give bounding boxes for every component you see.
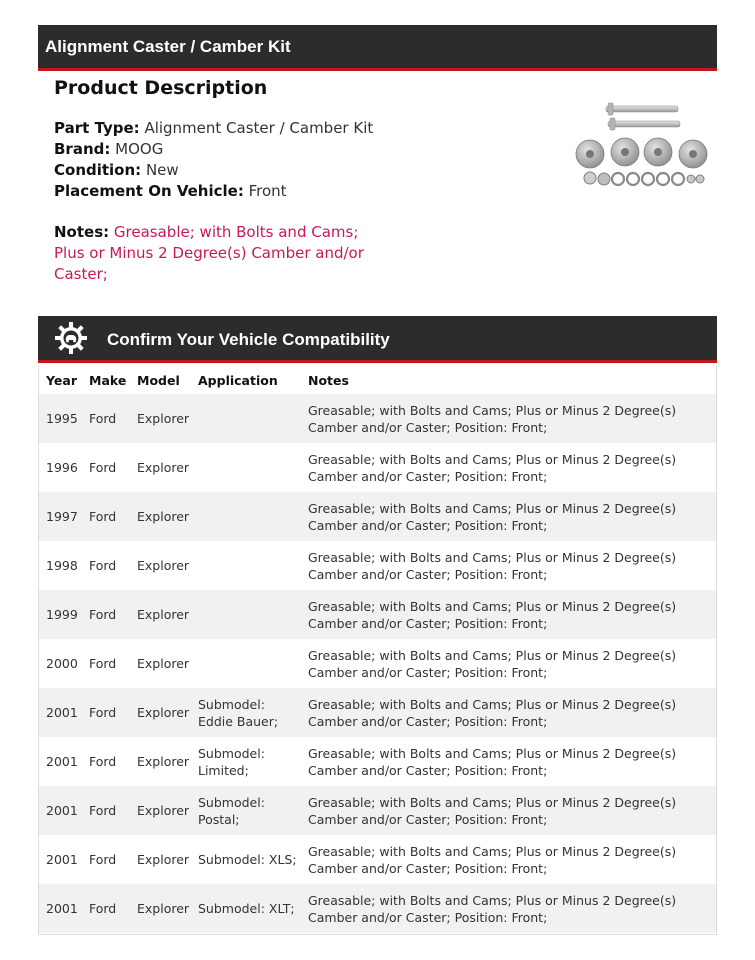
column-header-model: Model xyxy=(137,372,180,388)
cell-application: Submodel: XLT; xyxy=(191,884,301,933)
cell-model: Explorer xyxy=(130,394,191,443)
spec-label: Condition: xyxy=(54,161,142,179)
spec-row-placement xyxy=(54,181,374,202)
cell-make: Ford xyxy=(82,786,130,835)
column-header-year: Year xyxy=(46,372,77,388)
spec-row-condition xyxy=(54,160,374,181)
compatibility-table xyxy=(39,366,716,933)
table-row xyxy=(39,786,716,835)
cell-application: Submodel: Limited; xyxy=(191,737,301,786)
column-header-make: Make xyxy=(89,372,127,388)
spec-value: Front xyxy=(248,182,287,200)
notes-value: Greasable; with Bolts and Cams; Plus or Minus 2 Degree(s) Camber and/or Caster; xyxy=(54,223,364,283)
cell-notes: Greasable; with Bolts and Cams; Plus or Minus 2 Degree(s) Camber and/or Caster; Position: Front; xyxy=(301,492,716,541)
cell-notes: Greasable; with Bolts and Cams; Plus or Minus 2 Degree(s) Camber and/or Caster; Position: Front; xyxy=(301,688,716,737)
cell-make: Ford xyxy=(82,590,130,639)
cell-model: Explorer xyxy=(130,835,191,884)
table-row xyxy=(39,884,716,933)
cell-model: Explorer xyxy=(130,541,191,590)
spec-value: New xyxy=(145,161,179,179)
notes-label: Notes: xyxy=(54,223,110,241)
cell-notes: Greasable; with Bolts and Cams; Plus or Minus 2 Degree(s) Camber and/or Caster; Position: Front; xyxy=(301,443,716,492)
table-row xyxy=(39,737,716,786)
cell-year: 1996 xyxy=(39,443,82,492)
table-row xyxy=(39,541,716,590)
cell-notes: Greasable; with Bolts and Cams; Plus or Minus 2 Degree(s) Camber and/or Caster; Position: Front; xyxy=(301,639,716,688)
cell-application xyxy=(191,541,301,590)
cell-make: Ford xyxy=(82,443,130,492)
cell-year: 2001 xyxy=(39,835,82,884)
cell-notes: Greasable; with Bolts and Cams; Plus or Minus 2 Degree(s) Camber and/or Caster; Position: Front; xyxy=(301,786,716,835)
cell-make: Ford xyxy=(82,835,130,884)
spec-row-brand xyxy=(54,139,374,160)
cell-model: Explorer xyxy=(130,884,191,933)
spec-label: Part Type: xyxy=(54,119,140,137)
cell-year: 1995 xyxy=(39,394,82,443)
product-spec-list xyxy=(54,118,374,202)
cell-notes: Greasable; with Bolts and Cams; Plus or Minus 2 Degree(s) Camber and/or Caster; Position: Front; xyxy=(301,835,716,884)
table-row xyxy=(39,492,716,541)
cell-make: Ford xyxy=(82,737,130,786)
cell-application: Submodel: Eddie Bauer; xyxy=(191,688,301,737)
cell-application xyxy=(191,639,301,688)
cell-application xyxy=(191,394,301,443)
cell-model: Explorer xyxy=(130,688,191,737)
column-header-notes: Notes xyxy=(308,372,349,388)
cell-year: 1999 xyxy=(39,590,82,639)
cell-application xyxy=(191,590,301,639)
product-description-heading: Product Description xyxy=(54,77,268,99)
cell-model: Explorer xyxy=(130,492,191,541)
spec-label: Placement On Vehicle: xyxy=(54,182,244,200)
page-title-bar xyxy=(38,25,717,71)
cell-year: 2001 xyxy=(39,688,82,737)
table-row xyxy=(39,394,716,443)
cell-notes: Greasable; with Bolts and Cams; Plus or Minus 2 Degree(s) Camber and/or Caster; Position: Front; xyxy=(301,541,716,590)
cell-year: 2001 xyxy=(39,786,82,835)
cell-year: 2000 xyxy=(39,639,82,688)
cell-make: Ford xyxy=(82,639,130,688)
table-row xyxy=(39,443,716,492)
cell-model: Explorer xyxy=(130,443,191,492)
cell-make: Ford xyxy=(82,492,130,541)
table-row xyxy=(39,590,716,639)
table-row xyxy=(39,639,716,688)
cell-make: Ford xyxy=(82,884,130,933)
page-title: Alignment Caster / Camber Kit xyxy=(45,37,291,56)
spec-value: MOOG xyxy=(115,140,164,158)
spec-value: Alignment Caster / Camber Kit xyxy=(144,119,374,137)
cell-year: 2001 xyxy=(39,884,82,933)
cell-application xyxy=(191,492,301,541)
cell-model: Explorer xyxy=(130,737,191,786)
cell-notes: Greasable; with Bolts and Cams; Plus or Minus 2 Degree(s) Camber and/or Caster; Position: Front; xyxy=(301,590,716,639)
cell-year: 2001 xyxy=(39,737,82,786)
cell-notes: Greasable; with Bolts and Cams; Plus or Minus 2 Degree(s) Camber and/or Caster; Position: Front; xyxy=(301,394,716,443)
spec-row-part-type xyxy=(54,118,374,139)
cell-model: Explorer xyxy=(130,590,191,639)
product-image xyxy=(570,100,720,192)
gear-car-icon xyxy=(54,321,88,355)
cell-notes: Greasable; with Bolts and Cams; Plus or Minus 2 Degree(s) Camber and/or Caster; Position: Front; xyxy=(301,737,716,786)
table-row xyxy=(39,835,716,884)
cell-year: 1998 xyxy=(39,541,82,590)
table-row xyxy=(39,688,716,737)
cell-model: Explorer xyxy=(130,786,191,835)
cell-make: Ford xyxy=(82,394,130,443)
cell-year: 1997 xyxy=(39,492,82,541)
cell-application xyxy=(191,443,301,492)
cell-application: Submodel: XLS; xyxy=(191,835,301,884)
cell-make: Ford xyxy=(82,541,130,590)
cell-application: Submodel: Postal; xyxy=(191,786,301,835)
column-header-application: Application xyxy=(198,372,278,388)
product-notes xyxy=(54,222,374,285)
compatibility-header xyxy=(38,316,717,363)
table-header-row xyxy=(39,366,716,394)
compatibility-table-container xyxy=(38,366,717,935)
cell-make: Ford xyxy=(82,688,130,737)
compatibility-title: Confirm Your Vehicle Compatibility xyxy=(107,330,390,349)
spec-label: Brand: xyxy=(54,140,111,158)
cell-model: Explorer xyxy=(130,639,191,688)
cell-notes: Greasable; with Bolts and Cams; Plus or Minus 2 Degree(s) Camber and/or Caster; Position: Front; xyxy=(301,884,716,933)
